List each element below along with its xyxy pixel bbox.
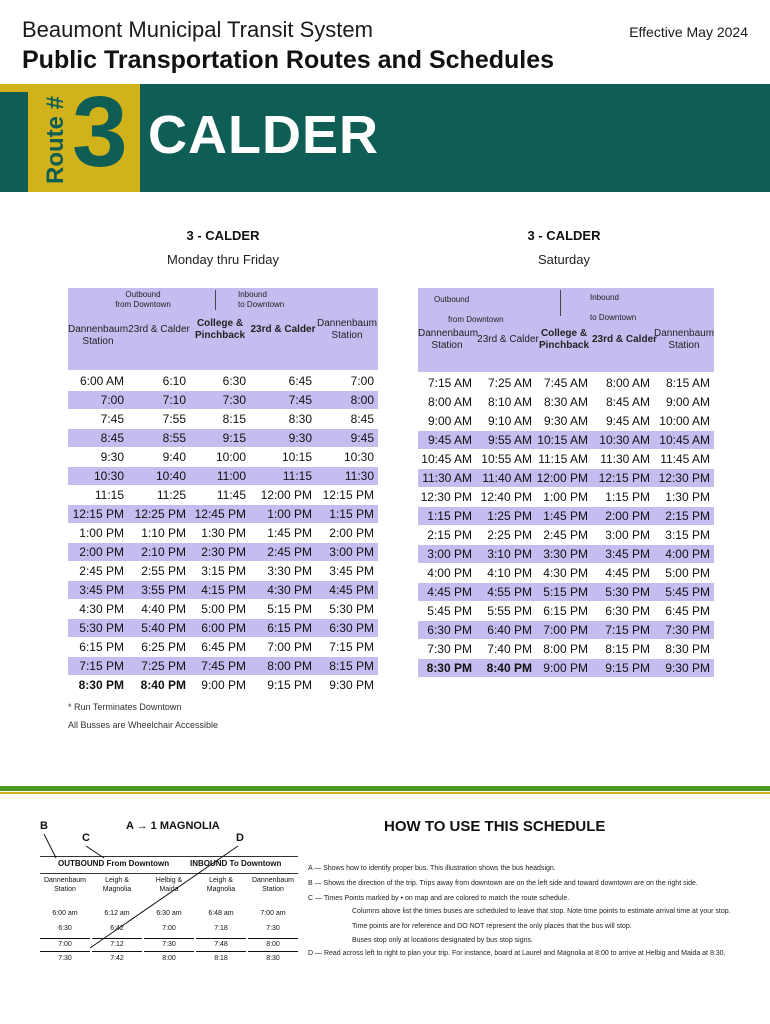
schedule-time: 9:00 PM <box>190 676 250 695</box>
schedule-time: 7:45 <box>68 410 128 429</box>
schedule-time: 7:15 PM <box>316 638 378 657</box>
example-time: 7:30 <box>58 955 72 962</box>
table-row <box>68 410 378 429</box>
schedule-time: 1:30 PM <box>190 524 250 543</box>
saturday-inbound-sub: to Downtown <box>590 313 637 322</box>
schedule-time: 7:30 <box>190 391 250 410</box>
schedule-time: 10:15 AM <box>536 431 592 450</box>
schedule-time: 7:30 PM <box>418 640 476 659</box>
schedule-time: 9:10 AM <box>476 412 536 431</box>
schedule-time: 6:15 PM <box>536 602 592 621</box>
schedule-time: 12:00 PM <box>536 469 592 488</box>
schedule-time: 12:30 PM <box>654 469 714 488</box>
example-time: 7:30 <box>266 925 280 932</box>
schedule-time: 6:30 PM <box>316 619 378 638</box>
schedule-time: 10:30 <box>68 467 128 486</box>
weekday-header <box>68 288 378 370</box>
schedule-time: 1:00 PM <box>536 488 592 507</box>
weekday-schedule-table <box>68 372 378 695</box>
table-row <box>68 657 378 676</box>
schedule-time: 2:00 PM <box>592 507 654 526</box>
example-time: 7:42 <box>110 955 124 962</box>
schedule-time: 8:30 PM <box>418 659 476 678</box>
schedule-time: 5:00 PM <box>190 600 250 619</box>
schedule-time: 4:15 PM <box>190 581 250 600</box>
schedule-time: 12:00 PM <box>250 486 316 505</box>
schedule-time: 8:15 PM <box>316 657 378 676</box>
schedule-time: 8:00 <box>316 391 378 410</box>
saturday-inbound-label: Inbound <box>590 293 619 302</box>
example-time: 6:30 <box>58 925 72 932</box>
schedule-time: 6:40 PM <box>476 621 536 640</box>
how-to-example <box>40 820 300 970</box>
schedule-time: 11:45 AM <box>654 450 714 469</box>
schedule-time: 8:30 PM <box>654 640 714 659</box>
weekday-divider <box>215 290 216 310</box>
footnote-run-terminates: * Run Terminates Downtown <box>68 702 182 712</box>
schedule-time: 8:15 AM <box>654 374 714 393</box>
how-to-line: Buses stop only at locations designated by bus stop signs. <box>352 937 533 944</box>
schedule-time: 11:30 AM <box>592 450 654 469</box>
schedule-time: 6:45 PM <box>654 602 714 621</box>
example-route-caption: A → 1 MAGNOLIA <box>126 820 220 832</box>
example-time: 6:30 am <box>156 910 182 917</box>
schedule-time: 3:45 PM <box>592 545 654 564</box>
table-row <box>418 374 714 393</box>
how-to-line: D — Read across left to right to plan your trip. For instance, board at Laurel and Magnolia at 8:00 to arrive at Helbig and Maida at 8:30. <box>308 950 726 957</box>
schedule-time: 8:15 PM <box>592 640 654 659</box>
schedule-time: 11:45 <box>190 486 250 505</box>
schedule-time: 2:45 PM <box>536 526 592 545</box>
schedule-time: 8:45 <box>68 429 128 448</box>
table-row <box>68 524 378 543</box>
schedule-time: 3:30 PM <box>250 562 316 581</box>
schedule-time: 4:55 PM <box>476 583 536 602</box>
section-divider-gold <box>0 792 770 794</box>
weekday-inbound-label: Inbound to Downtown <box>238 290 285 309</box>
schedule-time: 3:00 PM <box>592 526 654 545</box>
schedule-time: 8:00 PM <box>536 640 592 659</box>
schedule-time: 9:15 PM <box>250 676 316 695</box>
schedule-time: 3:00 PM <box>418 545 476 564</box>
saturday-schedule-table <box>418 374 714 678</box>
example-arrows <box>40 820 300 970</box>
schedule-time: 9:40 <box>128 448 190 467</box>
table-row <box>68 486 378 505</box>
schedule-time: 1:15 PM <box>418 507 476 526</box>
route-word-label: Route # <box>42 95 69 184</box>
table-row <box>418 545 714 564</box>
schedule-time: 6:45 PM <box>190 638 250 657</box>
schedule-time: 11:15 <box>68 486 128 505</box>
weekday-days: Monday thru Friday <box>167 252 279 267</box>
schedule-time: 4:45 PM <box>418 583 476 602</box>
schedule-time: 3:15 PM <box>190 562 250 581</box>
schedule-time: 2:30 PM <box>190 543 250 562</box>
how-to-line: A — Shows how to identify proper bus. This illustration shows the bus headsign. <box>308 865 556 872</box>
schedule-time: 3:15 PM <box>654 526 714 545</box>
example-stop: Leigh & Magnolia <box>206 877 236 893</box>
schedule-time: 10:45 AM <box>654 431 714 450</box>
table-row <box>418 602 714 621</box>
example-time: 8:30 <box>266 955 280 962</box>
how-to-line: Columns above list the times buses are scheduled to leave that stop. Note time points to estimate arrival time at your stop. <box>352 908 731 915</box>
saturday-stop-3: College & Pinchback <box>538 328 590 351</box>
table-row <box>68 448 378 467</box>
example-time: 8:00 <box>162 955 176 962</box>
schedule-time: 4:30 PM <box>536 564 592 583</box>
schedule-time: 7:10 <box>128 391 190 410</box>
example-time: 7:30 <box>144 938 194 952</box>
schedule-time: 9:30 <box>68 448 128 467</box>
schedule-time: 8:30 PM <box>68 676 128 695</box>
table-row <box>68 372 378 391</box>
schedule-time: 11:30 AM <box>418 469 476 488</box>
saturday-divider <box>560 290 561 316</box>
schedule-time: 8:30 AM <box>536 393 592 412</box>
schedule-time: 7:00 <box>316 372 378 391</box>
example-label-b: B <box>40 820 48 832</box>
schedule-time: 1:25 PM <box>476 507 536 526</box>
schedule-time: 6:15 PM <box>68 638 128 657</box>
schedule-time: 2:15 PM <box>418 526 476 545</box>
schedule-time: 7:15 AM <box>418 374 476 393</box>
how-to-line: Time points are for reference and DO NOT represent the only places that the bus will stop. <box>352 923 632 930</box>
example-time: 7:18 <box>214 925 228 932</box>
table-row <box>418 659 714 678</box>
table-row <box>68 619 378 638</box>
schedule-time: 2:25 PM <box>476 526 536 545</box>
schedule-time: 8:30 <box>250 410 316 429</box>
example-time: 7:00 am <box>260 910 286 917</box>
table-row <box>418 564 714 583</box>
schedule-time: 6:45 <box>250 372 316 391</box>
schedule-time: 1:15 PM <box>316 505 378 524</box>
schedule-time: 7:40 PM <box>476 640 536 659</box>
schedule-time: 9:30 PM <box>654 659 714 678</box>
effective-date: Effective May 2024 <box>629 24 748 40</box>
schedule-time: 6:10 <box>128 372 190 391</box>
schedule-time: 8:45 AM <box>592 393 654 412</box>
schedule-time: 10:55 AM <box>476 450 536 469</box>
schedule-time: 4:45 PM <box>592 564 654 583</box>
schedule-time: 5:40 PM <box>128 619 190 638</box>
schedule-time: 9:45 AM <box>418 431 476 450</box>
weekday-stop-2: 23rd & Calder <box>128 324 190 335</box>
schedule-time: 8:55 <box>128 429 190 448</box>
example-label-d: D <box>236 832 244 844</box>
weekday-stop-1: Dannenbaum Station <box>68 324 129 347</box>
schedule-time: 8:10 AM <box>476 393 536 412</box>
schedule-time: 1:10 PM <box>128 524 190 543</box>
schedule-time: 11:15 AM <box>536 450 592 469</box>
schedule-time: 5:30 PM <box>68 619 128 638</box>
schedule-time: 3:30 PM <box>536 545 592 564</box>
table-row <box>418 621 714 640</box>
schedule-time: 7:25 AM <box>476 374 536 393</box>
schedule-time: 2:15 PM <box>654 507 714 526</box>
example-time: 6:00 am <box>52 910 78 917</box>
schedule-time: 11:15 <box>250 467 316 486</box>
schedule-time: 6:15 PM <box>250 619 316 638</box>
schedule-time: 10:00 <box>190 448 250 467</box>
schedule-time: 5:45 PM <box>654 583 714 602</box>
table-row <box>68 505 378 524</box>
schedule-time: 9:00 AM <box>418 412 476 431</box>
weekday-stop-5: Dannenbaum Station <box>316 318 378 341</box>
schedule-time: 12:30 PM <box>418 488 476 507</box>
schedule-time: 9:30 AM <box>536 412 592 431</box>
example-label-c: C <box>82 832 90 844</box>
schedule-time: 3:45 PM <box>316 562 378 581</box>
saturday-outbound-sub: from Downtown <box>448 315 504 324</box>
schedule-time: 7:15 PM <box>68 657 128 676</box>
schedule-time: 6:30 PM <box>592 602 654 621</box>
schedule-time: 6:00 AM <box>68 372 128 391</box>
schedule-time: 2:45 PM <box>68 562 128 581</box>
schedule-time: 12:45 PM <box>190 505 250 524</box>
table-row <box>418 450 714 469</box>
schedule-time: 5:30 PM <box>316 600 378 619</box>
schedule-time: 5:00 PM <box>654 564 714 583</box>
weekday-stop-3: College & Pinchback <box>194 318 246 341</box>
example-stop: Helbig & Maida <box>155 877 183 893</box>
schedule-time: 3:00 PM <box>316 543 378 562</box>
schedule-time: 8:40 PM <box>476 659 536 678</box>
schedule-time: 2:00 PM <box>68 543 128 562</box>
saturday-title: 3 - CALDER <box>527 228 601 243</box>
schedule-time: 9:55 AM <box>476 431 536 450</box>
schedule-time: 10:15 <box>250 448 316 467</box>
example-stop: Dannenbaum Station <box>251 877 295 893</box>
schedule-time: 8:00 AM <box>418 393 476 412</box>
table-row <box>68 429 378 448</box>
example-time: 7:48 <box>196 938 246 952</box>
schedule-time: 7:45 PM <box>190 657 250 676</box>
weekday-title: 3 - CALDER <box>186 228 260 243</box>
saturday-stop-2: 23rd & Calder <box>477 334 539 345</box>
schedule-time: 7:55 <box>128 410 190 429</box>
schedule-time: 2:10 PM <box>128 543 190 562</box>
schedule-time: 5:15 PM <box>536 583 592 602</box>
saturday-stop-1: Dannenbaum Station <box>418 328 479 351</box>
schedule-time: 8:40 PM <box>128 676 190 695</box>
example-time: 7:00 <box>162 925 176 932</box>
schedule-time: 10:40 <box>128 467 190 486</box>
schedule-time: 1:30 PM <box>654 488 714 507</box>
schedule-time: 5:45 PM <box>418 602 476 621</box>
schedule-time: 10:30 <box>316 448 378 467</box>
schedule-time: 1:00 PM <box>250 505 316 524</box>
schedule-time: 4:45 PM <box>316 581 378 600</box>
table-row <box>418 488 714 507</box>
schedule-time: 9:45 <box>316 429 378 448</box>
schedule-time: 4:40 PM <box>128 600 190 619</box>
example-stop: Leigh & Magnolia <box>102 877 132 893</box>
schedule-time: 7:00 <box>68 391 128 410</box>
schedule-time: 1:45 PM <box>536 507 592 526</box>
weekday-outbound-label: Outbound from Downtown <box>115 290 171 309</box>
saturday-header <box>418 288 714 372</box>
footnote-accessible: All Busses are Wheelchair Accessible <box>68 720 219 730</box>
schedule-time: 11:25 <box>128 486 190 505</box>
section-divider-green <box>0 786 770 791</box>
example-time: 8:18 <box>214 955 228 962</box>
schedule-time: 9:15 PM <box>592 659 654 678</box>
table-row <box>418 526 714 545</box>
schedule-time: 6:30 <box>190 372 250 391</box>
example-stop: Dannenbaum Station <box>43 877 87 893</box>
schedule-time: 5:15 PM <box>250 600 316 619</box>
schedule-time: 12:15 PM <box>68 505 128 524</box>
table-row <box>68 676 378 695</box>
schedule-time: 8:00 PM <box>250 657 316 676</box>
schedule-time: 1:45 PM <box>250 524 316 543</box>
schedule-time: 7:30 PM <box>654 621 714 640</box>
table-row <box>418 412 714 431</box>
schedule-time: 1:00 PM <box>68 524 128 543</box>
schedule-time: 10:00 AM <box>654 412 714 431</box>
weekday-stop-4: 23rd & Calder <box>250 324 316 335</box>
table-row <box>68 391 378 410</box>
schedule-time: 7:00 PM <box>250 638 316 657</box>
schedule-time: 7:45 <box>250 391 316 410</box>
schedule-time: 11:00 <box>190 467 250 486</box>
table-row <box>418 583 714 602</box>
schedule-time: 4:30 PM <box>68 600 128 619</box>
schedule-time: 3:55 PM <box>128 581 190 600</box>
schedule-time: 9:00 AM <box>654 393 714 412</box>
schedule-time: 11:30 <box>316 467 378 486</box>
schedule-time: 9:45 AM <box>592 412 654 431</box>
schedule-time: 5:30 PM <box>592 583 654 602</box>
example-outbound: OUTBOUND From Downtown <box>58 859 170 868</box>
example-time: 6:12 am <box>104 910 130 917</box>
schedule-time: 7:45 AM <box>536 374 592 393</box>
schedule-time: 8:45 <box>316 410 378 429</box>
schedule-time: 9:00 PM <box>536 659 592 678</box>
saturday-days: Saturday <box>537 252 591 267</box>
schedule-time: 6:25 PM <box>128 638 190 657</box>
schedule-time: 3:10 PM <box>476 545 536 564</box>
table-row <box>418 393 714 412</box>
saturday-outbound-label: Outbound <box>434 295 470 304</box>
route-name: CALDER <box>148 105 379 165</box>
example-time: 6:48 am <box>208 910 234 917</box>
table-row <box>418 507 714 526</box>
schedule-time: 2:00 PM <box>316 524 378 543</box>
table-row <box>418 431 714 450</box>
schedule-time: 9:15 <box>190 429 250 448</box>
document-title: Public Transportation Routes and Schedules <box>22 46 555 74</box>
schedule-time: 8:15 <box>190 410 250 429</box>
table-row <box>68 543 378 562</box>
schedule-time: 7:00 PM <box>536 621 592 640</box>
table-row <box>68 467 378 486</box>
schedule-time: 5:55 PM <box>476 602 536 621</box>
schedule-time: 3:45 PM <box>68 581 128 600</box>
schedule-time: 12:40 PM <box>476 488 536 507</box>
schedule-time: 9:30 PM <box>316 676 378 695</box>
example-time: 6:42 <box>110 925 124 932</box>
table-row <box>68 581 378 600</box>
schedule-time: 12:15 PM <box>316 486 378 505</box>
schedule-time: 11:40 AM <box>476 469 536 488</box>
schedule-time: 2:55 PM <box>128 562 190 581</box>
schedule-time: 4:10 PM <box>476 564 536 583</box>
agency-name: Beaumont Municipal Transit System <box>22 17 373 42</box>
saturday-stop-5: Dannenbaum Station <box>654 328 715 351</box>
schedule-time: 1:15 PM <box>592 488 654 507</box>
schedule-time: 7:25 PM <box>128 657 190 676</box>
how-to-line: C — Times Points marked by • on map and are colored to match the route schedule. <box>308 895 570 902</box>
schedule-time: 4:00 PM <box>654 545 714 564</box>
schedule-time: 10:30 AM <box>592 431 654 450</box>
table-row <box>418 469 714 488</box>
schedule-time: 9:30 <box>250 429 316 448</box>
example-time: 8:00 <box>248 938 298 952</box>
schedule-time: 2:45 PM <box>250 543 316 562</box>
schedule-time: 12:25 PM <box>128 505 190 524</box>
table-row <box>68 600 378 619</box>
schedule-time: 10:45 AM <box>418 450 476 469</box>
schedule-time: 7:15 PM <box>592 621 654 640</box>
how-to-title: HOW TO USE THIS SCHEDULE <box>384 818 606 835</box>
how-to-line: B — Shows the direction of the trip. Trips away from downtown are on the left side and toward downtown are on the right side. <box>308 880 698 887</box>
table-row <box>68 562 378 581</box>
schedule-time: 12:15 PM <box>592 469 654 488</box>
example-time: 7:00 <box>40 938 90 952</box>
schedule-time: 4:30 PM <box>250 581 316 600</box>
route-number: 3 <box>72 76 128 188</box>
schedule-time: 4:00 PM <box>418 564 476 583</box>
example-time: 7:12 <box>92 938 142 952</box>
table-row <box>418 640 714 659</box>
example-inbound: INBOUND To Downtown <box>190 859 282 868</box>
table-row <box>68 638 378 657</box>
schedule-time: 6:00 PM <box>190 619 250 638</box>
schedule-time: 6:30 PM <box>418 621 476 640</box>
schedule-time: 8:00 AM <box>592 374 654 393</box>
saturday-stop-4: 23rd & Calder <box>592 334 658 345</box>
